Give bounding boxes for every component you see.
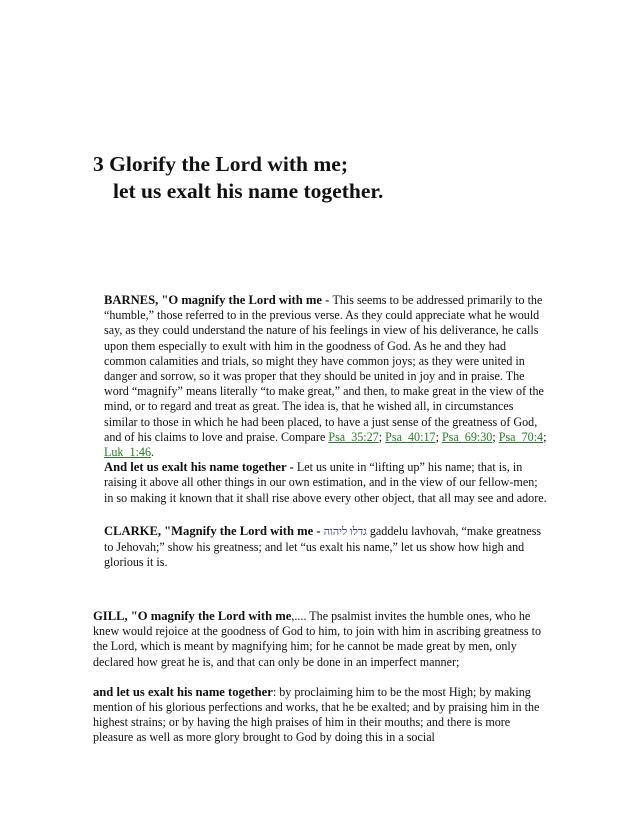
ref-separator: ; — [378, 429, 386, 444]
ref-link-psa-70-4[interactable]: Psa_70:4 — [498, 429, 544, 444]
clarke-text: gaddelu lavhovah, “make greatness to Jehovah;” show his greatness; and let “us exalt his name,” let us show how high and glorious it is. — [104, 524, 542, 570]
gill-commentary — [93, 609, 548, 746]
gill-dots: ,.... — [291, 609, 307, 623]
clarke-commentary — [93, 524, 548, 571]
gill-text: The psalmist invites the humble ones, who he knew would rejoice at the goodness of God to him, to join with him in ascribing greatness to the Lord, which is meant by magnifying him; for he cannot be made great by men, only declared how great he is, and that can only be done in an imperfect manner; — [93, 609, 542, 669]
ref-separator: ; — [435, 429, 442, 444]
gill-heading: GILL, "O magnify the Lord with me — [93, 609, 292, 623]
ref-link-psa-35-27[interactable]: Psa_35:27 — [328, 429, 379, 444]
gill-text-2: : by proclaiming him to be the most High; by making mention of his glorious perfections and works, that he be exalted; and by praising him in the highest strains; or by having the high praises of him in their mouths; and there is more pleasure as well as more glory brought to God by doing this in a social — [93, 684, 540, 745]
hebrew-text: גדלו ליהוה — [323, 526, 367, 538]
barnes-text: This seems to be addressed primarily to the “humble,” those referred to in the previous verse. As they could appreciate what he would say, as they could understand the nature of his feelings in view of his deliverance, he calls upon them especially to exult with him in the goodness of God. As he and they had common calamities and trials, so might they have common joys; as they were united in danger and sorrow, so it was proper that they should be united in joy and in praise. The word “magnify” means literally “to make great,” and then, to make great in the view of the mind, or to regard and treat as great. The idea is, that he wished all, in circumstances similar to those in which he had been placed, to have a just sense of the greatness of God, and of his claims to love and praise. Compare — [104, 293, 544, 444]
gill-paragraph-1 — [93, 609, 548, 670]
gill-subheading: and let us exalt his name together — [93, 684, 273, 699]
ref-separator: ; — [543, 429, 547, 444]
verse-line-2: let us exalt his name together. — [113, 179, 384, 203]
barnes-commentary — [93, 293, 548, 506]
clarke-paragraph — [93, 524, 548, 571]
ref-link-luk-1-46[interactable]: Luk_1:46 — [104, 445, 152, 460]
verse-heading — [93, 151, 383, 205]
ref-separator: ; — [492, 429, 499, 444]
ref-link-psa-69-30[interactable]: Psa_69:30 — [441, 429, 493, 444]
barnes-paragraph-1 — [93, 293, 548, 460]
ref-end: . — [151, 445, 155, 460]
barnes-subheading: And let us exalt his name together - — [104, 460, 297, 475]
verse-line-1: 3 Glorify the Lord with me; — [93, 152, 348, 176]
clarke-heading: CLARKE, "Magnify the Lord with me - — [104, 524, 324, 538]
barnes-heading: BARNES, "O magnify the Lord with me - — [104, 293, 333, 307]
ref-link-psa-40-17[interactable]: Psa_40:17 — [385, 429, 436, 444]
barnes-text-2: Let us unite in “lifting up” his name; that is, in raising it above all other things in our own estimation, and in the view of our fellow-men; in so making it known that it shall rise above every other object, that all may see and adore. — [104, 460, 547, 505]
barnes-paragraph-2 — [93, 460, 548, 506]
gill-paragraph-2 — [93, 685, 548, 746]
